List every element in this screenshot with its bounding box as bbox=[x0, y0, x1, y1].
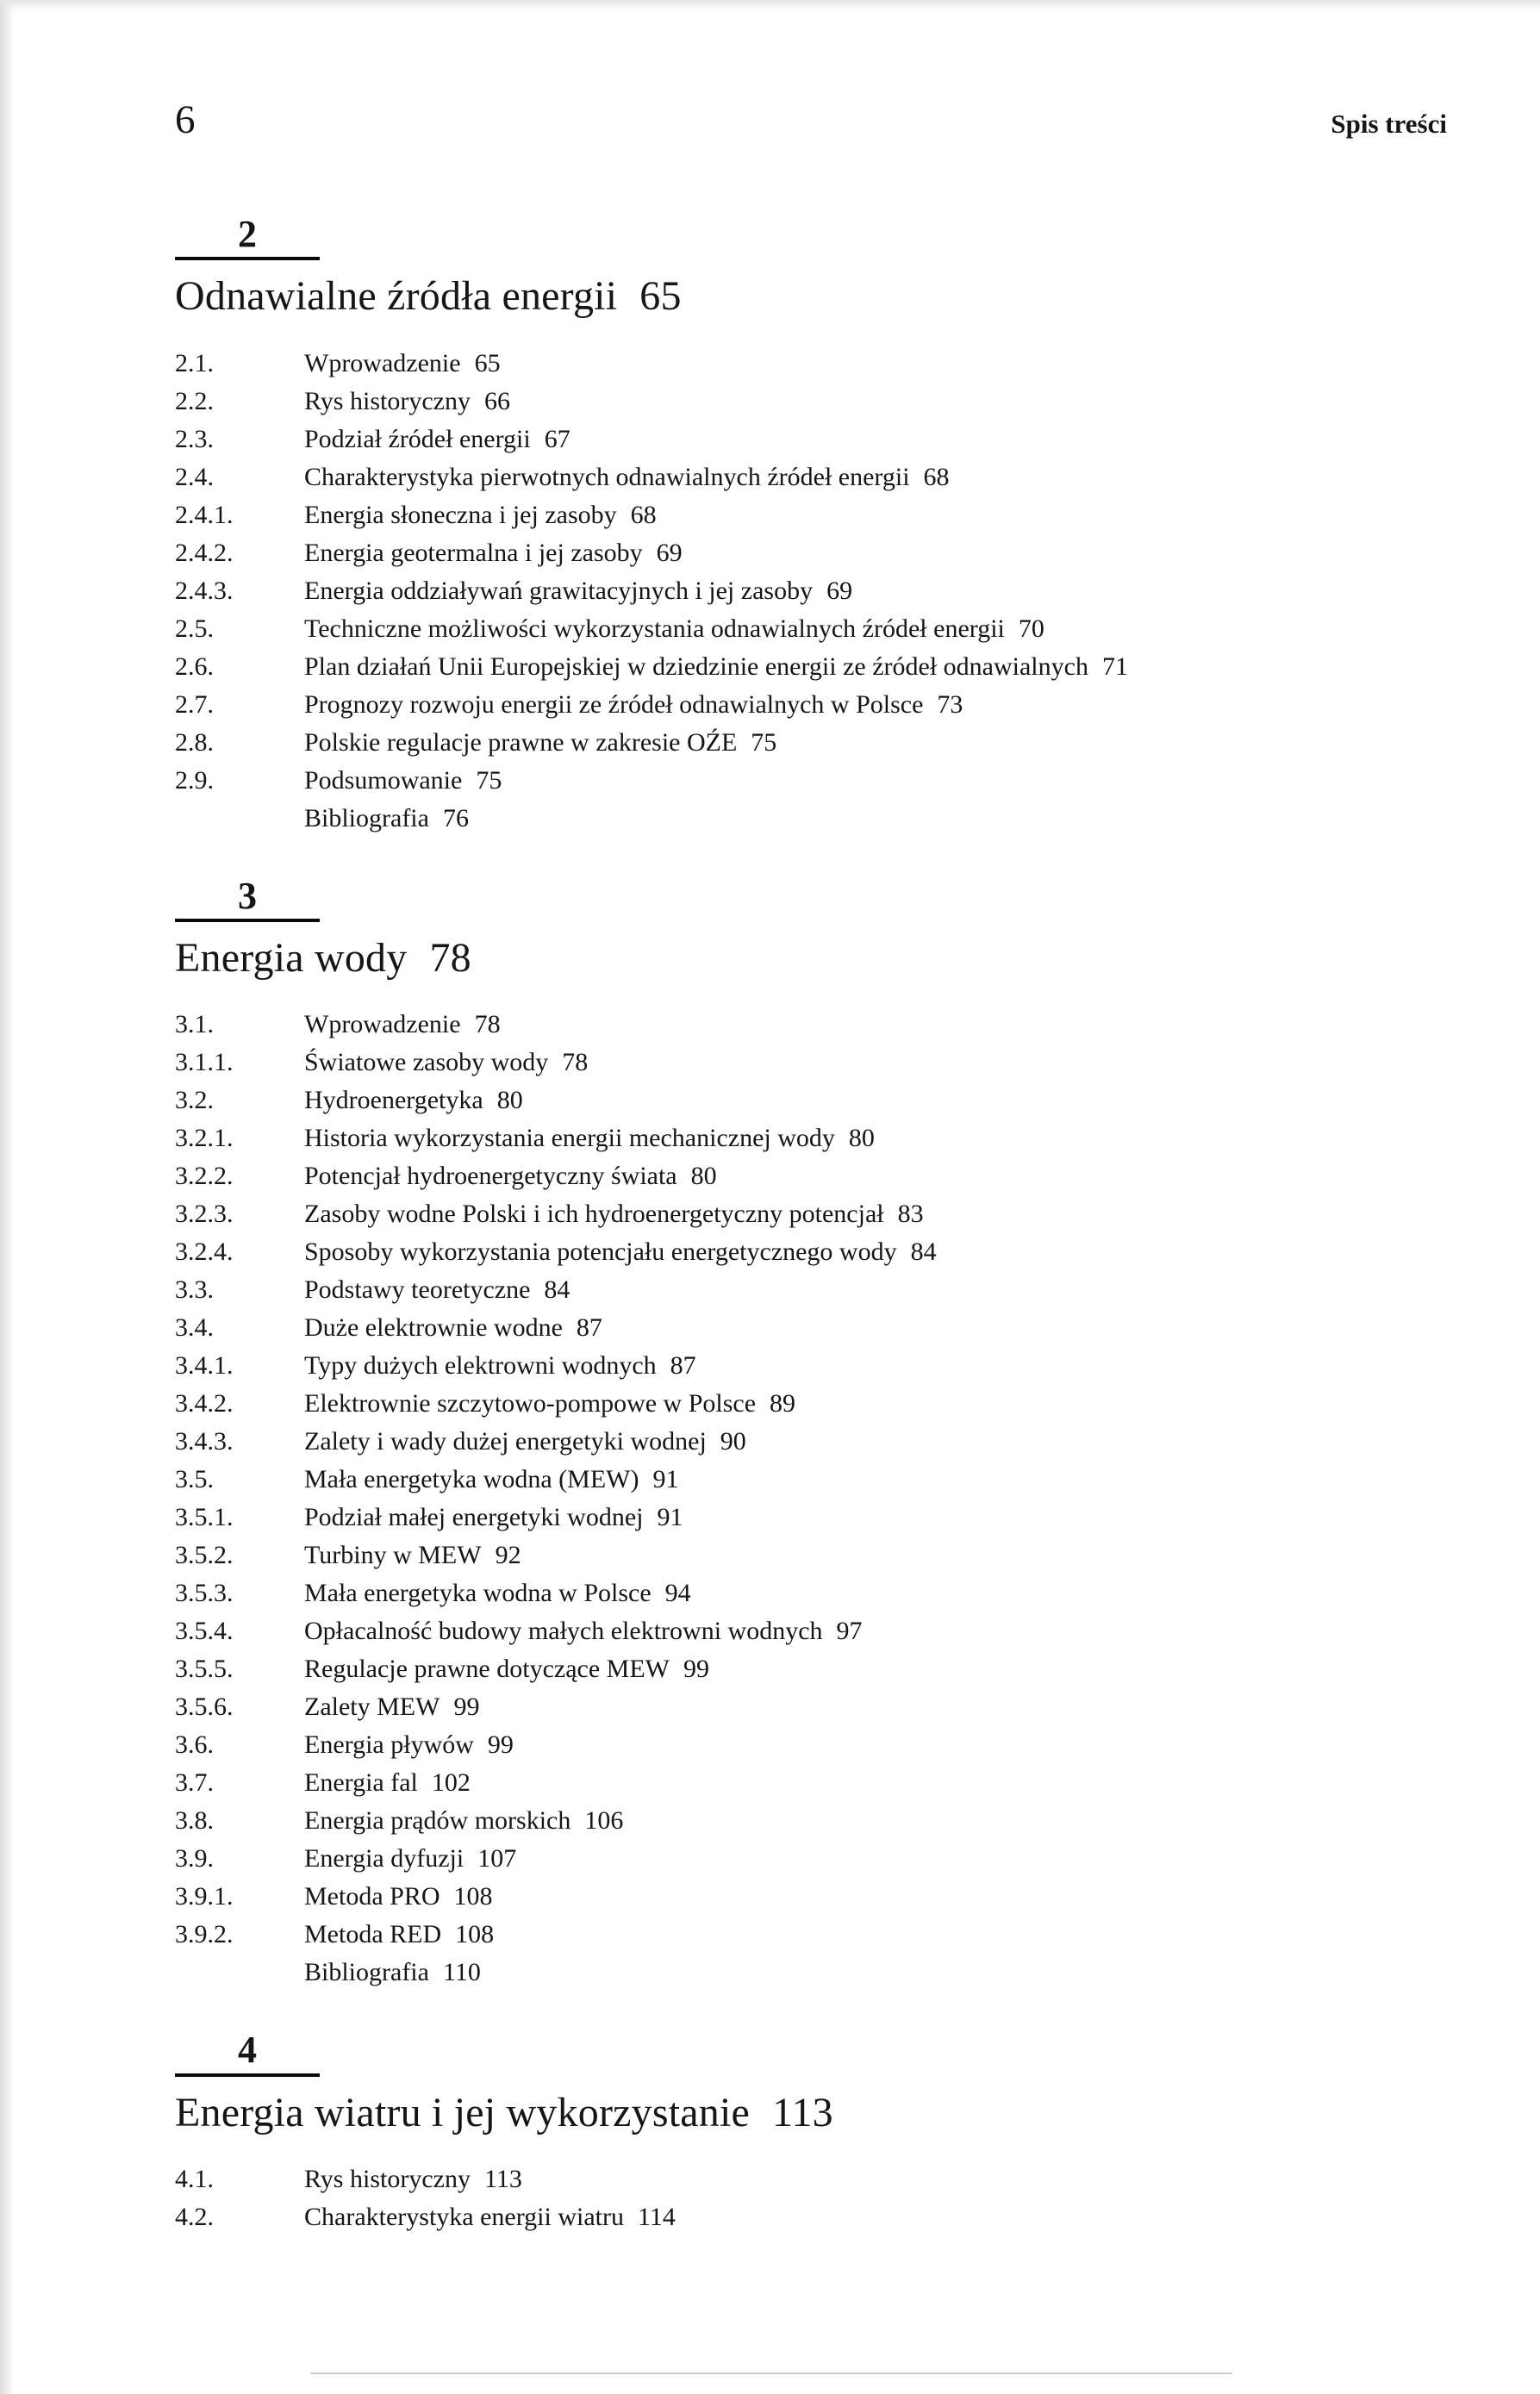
entry-page-number: 113 bbox=[483, 2164, 522, 2193]
entry-title: Energia pływów bbox=[304, 1730, 474, 1760]
entry-page-number: 75 bbox=[751, 727, 777, 757]
entry-number: 3.2.4. bbox=[175, 1238, 234, 1267]
chapter-entries bbox=[175, 345, 1454, 838]
entry-title: Metoda RED bbox=[304, 1920, 442, 1949]
toc-entry bbox=[175, 421, 1454, 458]
toc-entry bbox=[175, 345, 1454, 383]
entry-number: 3.5.3. bbox=[175, 1579, 234, 1608]
chapter-entries bbox=[175, 1006, 1454, 1992]
entry-number: 3.4.3. bbox=[175, 1427, 234, 1456]
entry-title: Zalety MEW bbox=[304, 1693, 440, 1722]
entry-page-number: 99 bbox=[487, 1730, 514, 1760]
entry-title: Energia dyfuzji bbox=[304, 1844, 464, 1873]
entry-title: Rys historyczny bbox=[304, 2164, 471, 2193]
entry-page-number: 91 bbox=[657, 1503, 683, 1532]
entry-page-number: 92 bbox=[495, 1541, 521, 1570]
entry-number: 3.5.2. bbox=[175, 1541, 234, 1570]
entry-title: Energia oddziaływań grawitacyjnych i jej zasoby bbox=[304, 576, 814, 605]
toc-entry bbox=[175, 800, 1454, 838]
entry-title: Charakterystyka pierwotnych odnawialnych źródeł energii bbox=[304, 462, 910, 491]
chapter-page-number: 65 bbox=[639, 273, 682, 320]
entry-number: 2.4.3. bbox=[175, 576, 234, 605]
toc-entry bbox=[175, 1347, 1454, 1385]
page-number: 6 bbox=[175, 97, 196, 142]
chapter-number: 4 bbox=[175, 2029, 320, 2076]
left-edge-shadow bbox=[0, 0, 14, 2394]
toc-entry bbox=[175, 572, 1454, 610]
entry-title: Bibliografia bbox=[304, 803, 429, 832]
entry-page-number: 107 bbox=[477, 1844, 517, 1873]
chapter-title bbox=[175, 934, 1454, 982]
toc-entry bbox=[175, 1688, 1454, 1726]
entry-number: 3.1. bbox=[175, 1010, 214, 1039]
toc-entry bbox=[175, 686, 1454, 724]
toc-entry bbox=[175, 1157, 1454, 1195]
entry-number: 3.5.6. bbox=[175, 1693, 234, 1722]
entry-page-number: 108 bbox=[455, 1920, 495, 1949]
entry-title: Polskie regulacje prawne w zakresie OŹE bbox=[304, 727, 738, 757]
entry-page-number: 91 bbox=[652, 1465, 679, 1494]
toc-entry bbox=[175, 2160, 1454, 2198]
entry-title: Podstawy teoretyczne bbox=[304, 1275, 531, 1305]
entry-page-number: 87 bbox=[670, 1351, 696, 1381]
toc-entry bbox=[175, 648, 1454, 686]
entry-title: Światowe zasoby wody bbox=[304, 1048, 549, 1077]
entry-page-number: 80 bbox=[690, 1162, 717, 1191]
toc-entry bbox=[175, 762, 1454, 800]
entry-page-number: 87 bbox=[576, 1313, 602, 1343]
chapter-number: 2 bbox=[175, 214, 320, 260]
toc-entry bbox=[175, 1612, 1454, 1650]
entry-page-number: 78 bbox=[562, 1048, 589, 1077]
entry-title: Mała energetyka wodna w Polsce bbox=[304, 1579, 652, 1608]
entry-title: Zalety i wady dużej energetyki wodnej bbox=[304, 1427, 707, 1456]
chapter-title-text: Energia wiatru i jej wykorzystanie bbox=[175, 2089, 751, 2135]
chapter-number: 3 bbox=[175, 876, 320, 922]
toc-entry bbox=[175, 1044, 1454, 1082]
chapter-section bbox=[175, 214, 1454, 838]
entry-title: Plan działań Unii Europejskiej w dziedzinie energii ze źródeł odnawialnych bbox=[304, 651, 1088, 681]
entry-number: 2.3. bbox=[175, 424, 214, 453]
entry-title: Podsumowanie bbox=[304, 765, 463, 795]
entry-number: 2.5. bbox=[175, 614, 214, 643]
entry-page-number: 110 bbox=[442, 1958, 481, 1987]
entry-page-number: 80 bbox=[496, 1086, 523, 1115]
entry-number: 3.2.3. bbox=[175, 1200, 234, 1229]
entry-title: Zasoby wodne Polski i ich hydroenergetyczny potencjał bbox=[304, 1200, 884, 1229]
toc-entry bbox=[175, 534, 1454, 572]
entry-number: 3.9.1. bbox=[175, 1882, 234, 1911]
entry-page-number: 69 bbox=[656, 538, 683, 567]
entry-page-number: 94 bbox=[664, 1579, 691, 1608]
chapter-page-number: 113 bbox=[772, 2089, 833, 2135]
entry-number: 4.1. bbox=[175, 2164, 214, 2193]
toc-entry bbox=[175, 1119, 1454, 1157]
entry-page-number: 68 bbox=[630, 500, 657, 529]
entry-page-number: 114 bbox=[638, 2202, 676, 2231]
chapter-title bbox=[175, 272, 1454, 320]
entry-title: Energia prądów morskich bbox=[304, 1806, 571, 1836]
entry-title: Techniczne możliwości wykorzystania odnawialnych źródeł energii bbox=[304, 614, 1005, 643]
entry-page-number: 78 bbox=[474, 1010, 501, 1039]
entry-number: 2.4. bbox=[175, 462, 214, 491]
chapter-entries bbox=[175, 2160, 1454, 2236]
toc-entry bbox=[175, 1006, 1454, 1044]
entry-number: 2.1. bbox=[175, 348, 214, 377]
toc-entry bbox=[175, 1499, 1454, 1537]
entry-page-number: 76 bbox=[442, 803, 469, 832]
entry-title: Hydroenergetyka bbox=[304, 1086, 483, 1115]
entry-title: Turbiny w MEW bbox=[304, 1541, 482, 1570]
entry-number: 3.4.2. bbox=[175, 1389, 234, 1418]
entry-number: 2.6. bbox=[175, 651, 214, 681]
entry-number: 3.5. bbox=[175, 1465, 214, 1494]
entry-title: Metoda PRO bbox=[304, 1882, 440, 1911]
entry-number: 3.2.1. bbox=[175, 1124, 234, 1153]
entry-page-number: 69 bbox=[826, 576, 853, 605]
toc-entry bbox=[175, 1726, 1454, 1764]
toc-entry bbox=[175, 458, 1454, 496]
toc-entry bbox=[175, 1650, 1454, 1688]
entry-page-number: 83 bbox=[897, 1200, 924, 1229]
toc-entry bbox=[175, 724, 1454, 762]
entry-number: 3.5.4. bbox=[175, 1617, 234, 1646]
entry-title: Energia fal bbox=[304, 1768, 418, 1798]
entry-page-number: 90 bbox=[720, 1427, 746, 1456]
chapter-section bbox=[175, 876, 1454, 1992]
entry-page-number: 80 bbox=[848, 1124, 875, 1153]
entry-page-number: 67 bbox=[544, 424, 570, 453]
entry-title: Prognozy rozwoju energii ze źródeł odnawialnych w Polsce bbox=[304, 689, 924, 719]
entry-page-number: 66 bbox=[483, 386, 510, 415]
header-title: Spis treści bbox=[1331, 109, 1447, 139]
entry-page-number: 102 bbox=[431, 1768, 471, 1798]
entry-page-number: 108 bbox=[453, 1882, 493, 1911]
entry-page-number: 65 bbox=[474, 348, 501, 377]
entry-title: Charakterystyka energii wiatru bbox=[304, 2202, 624, 2231]
toc-entry bbox=[175, 1537, 1454, 1574]
entry-number: 2.7. bbox=[175, 689, 214, 719]
scan-artifact-line bbox=[310, 2372, 1232, 2374]
entry-number: 3.5.1. bbox=[175, 1503, 234, 1532]
entry-title: Mała energetyka wodna (MEW) bbox=[304, 1465, 639, 1494]
entry-number: 3.7. bbox=[175, 1768, 214, 1798]
entry-title: Bibliografia bbox=[304, 1958, 429, 1987]
toc-entry bbox=[175, 1840, 1454, 1878]
entry-page-number: 75 bbox=[476, 765, 502, 795]
entry-page-number: 106 bbox=[584, 1806, 624, 1836]
entry-number: 3.1.1. bbox=[175, 1048, 234, 1077]
toc-entry bbox=[175, 1954, 1454, 1992]
entry-number: 4.2. bbox=[175, 2202, 214, 2231]
toc-entry bbox=[175, 1764, 1454, 1802]
toc-entry bbox=[175, 1461, 1454, 1499]
entry-page-number: 99 bbox=[453, 1693, 480, 1722]
entry-title: Rys historyczny bbox=[304, 386, 471, 415]
entry-number: 3.3. bbox=[175, 1275, 214, 1305]
toc-entry bbox=[175, 2198, 1454, 2236]
toc-entry bbox=[175, 1309, 1454, 1347]
chapters-container bbox=[175, 0, 1454, 2236]
toc-entry bbox=[175, 496, 1454, 534]
entry-page-number: 99 bbox=[683, 1655, 709, 1684]
entry-page-number: 84 bbox=[544, 1275, 570, 1305]
chapter-page-number: 78 bbox=[429, 934, 471, 981]
entry-title: Potencjał hydroenergetyczny świata bbox=[304, 1162, 677, 1191]
toc-entry bbox=[175, 1916, 1454, 1954]
entry-number bbox=[175, 1954, 304, 1992]
chapter-section bbox=[175, 2029, 1454, 2236]
entry-title: Wprowadzenie bbox=[304, 348, 461, 377]
entry-title: Podział źródeł energii bbox=[304, 424, 531, 453]
entry-page-number: 97 bbox=[836, 1617, 863, 1646]
entry-title: Opłacalność budowy małych elektrowni wodnych bbox=[304, 1617, 823, 1646]
toc-entry bbox=[175, 383, 1454, 421]
toc-entry bbox=[175, 610, 1454, 648]
toc-entry bbox=[175, 1271, 1454, 1309]
entry-title: Duże elektrownie wodne bbox=[304, 1313, 563, 1343]
entry-title: Wprowadzenie bbox=[304, 1010, 461, 1039]
entry-page-number: 68 bbox=[923, 462, 950, 491]
entry-number: 3.2.2. bbox=[175, 1162, 234, 1191]
chapter-title-text: Odnawialne źródła energii bbox=[175, 273, 618, 320]
entry-number: 3.6. bbox=[175, 1730, 214, 1760]
toc-entry bbox=[175, 1802, 1454, 1840]
entry-number: 3.4.1. bbox=[175, 1351, 234, 1381]
toc-entry bbox=[175, 1195, 1454, 1233]
entry-page-number: 84 bbox=[910, 1238, 937, 1267]
entry-title: Energia geotermalna i jej zasoby bbox=[304, 538, 643, 567]
entry-page-number: 71 bbox=[1101, 651, 1128, 681]
entry-page-number: 70 bbox=[1018, 614, 1044, 643]
chapter-title bbox=[175, 2089, 1454, 2136]
entry-number: 3.9. bbox=[175, 1844, 214, 1873]
entry-title: Typy dużych elektrowni wodnych bbox=[304, 1351, 657, 1381]
entry-number: 3.9.2. bbox=[175, 1920, 234, 1949]
entry-title: Regulacje prawne dotyczące MEW bbox=[304, 1655, 670, 1684]
entry-number: 2.2. bbox=[175, 386, 214, 415]
toc-entry bbox=[175, 1423, 1454, 1461]
toc-entry bbox=[175, 1233, 1454, 1271]
entry-number: 3.2. bbox=[175, 1086, 214, 1115]
toc-entry bbox=[175, 1385, 1454, 1423]
toc-entry bbox=[175, 1082, 1454, 1119]
entry-title: Historia wykorzystania energii mechanicznej wody bbox=[304, 1124, 835, 1153]
entry-number bbox=[175, 800, 304, 838]
entry-title: Elektrownie szczytowo-pompowe w Polsce bbox=[304, 1389, 757, 1418]
entry-number: 3.8. bbox=[175, 1806, 214, 1836]
entry-number: 2.4.2. bbox=[175, 538, 234, 567]
entry-title: Sposoby wykorzystania potencjału energetycznego wody bbox=[304, 1238, 897, 1267]
entry-title: Podział małej energetyki wodnej bbox=[304, 1503, 644, 1532]
entry-title: Energia słoneczna i jej zasoby bbox=[304, 500, 617, 529]
chapter-title-text: Energia wody bbox=[175, 934, 408, 981]
entry-number: 3.4. bbox=[175, 1313, 214, 1343]
entry-page-number: 89 bbox=[770, 1389, 796, 1418]
entry-page-number: 73 bbox=[937, 689, 963, 719]
toc-entry bbox=[175, 1878, 1454, 1916]
entry-number: 2.9. bbox=[175, 765, 214, 795]
toc-entry bbox=[175, 1574, 1454, 1612]
entry-number: 3.5.5. bbox=[175, 1655, 234, 1684]
entry-number: 2.4.1. bbox=[175, 500, 234, 529]
entry-number: 2.8. bbox=[175, 727, 214, 757]
